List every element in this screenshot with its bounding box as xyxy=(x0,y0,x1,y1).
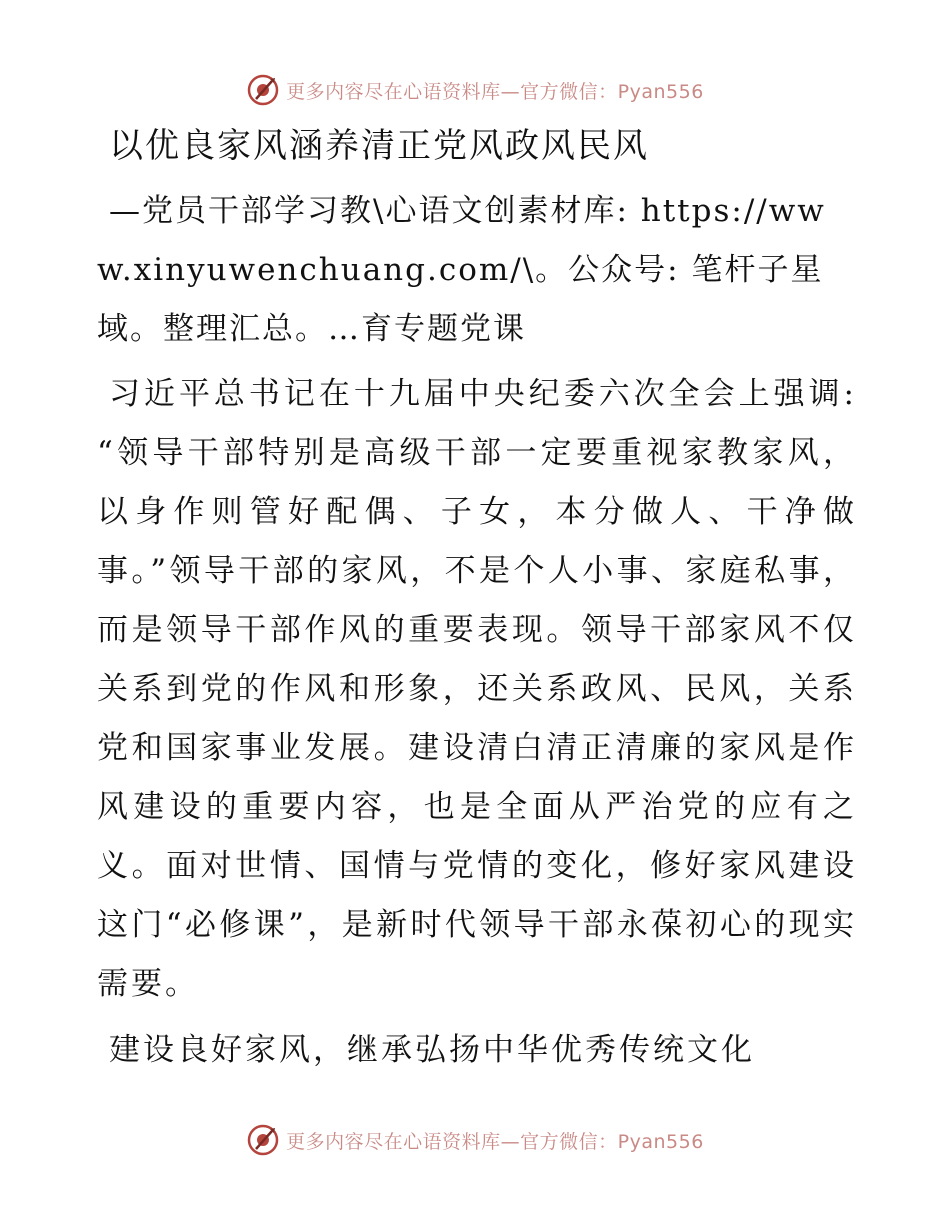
header-banner-text: 更多内容尽在心语资料库—官方微信：Pyan556 xyxy=(286,80,704,103)
header-banner xyxy=(0,68,950,112)
logo-icon xyxy=(246,1123,280,1157)
section-heading: 建设良好家风，继承弘扬中华优秀传统文化 xyxy=(109,1032,755,1068)
paragraph-1: 习近平总书记在十九届中央纪委六次全会上强调: “领导干部特别是高级干部一定要重视家教家风，以身作则管好配偶、子女，本分做人、干净做事。”领导干部的家风，不是个人小事、家庭私事，而是领导干部作风的重要表现。领导干部家风不仅关系到党的作风和形象，还关系政风、民风，关系党和国家事业发展。建设清白清正清廉的家风是作风建设的重要内容，也是全面从严治党的应有之义。面对世情、国情与党情的变化，修好家风建设这门“必修课”，是新时代领导干部永葆初心的现实需要。 xyxy=(97,376,857,1002)
logo-icon xyxy=(246,73,280,107)
footer-banner-text: 更多内容尽在心语资料库—官方微信：Pyan556 xyxy=(286,1130,704,1153)
footer-banner xyxy=(0,1118,950,1162)
document-body xyxy=(97,120,857,1076)
document-subtitle: —党员干部学习教\心语文创素材库: https://www.xinyuwenchuang.com/\。公众号: 笔杆子星域。整理汇总。…育专题党课 xyxy=(97,193,826,347)
document-title: 以优良家风涵养清正党风政风民风 xyxy=(109,126,649,166)
